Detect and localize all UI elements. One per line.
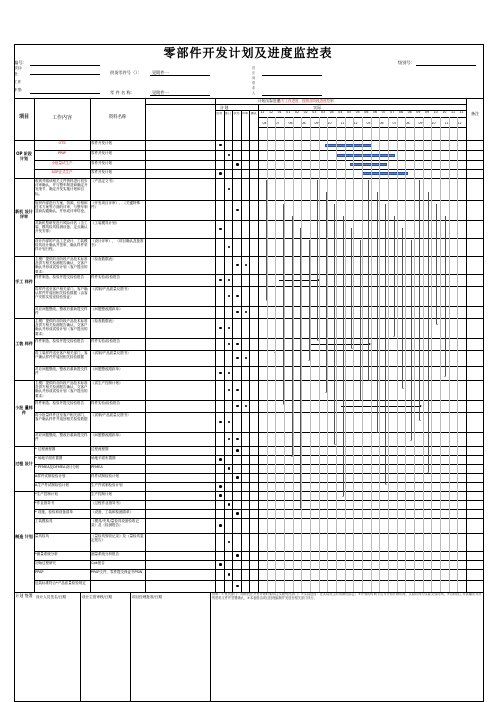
month-line bbox=[431, 117, 432, 592]
row-material: 《试制/产品质量反馈书》 bbox=[91, 413, 131, 417]
footer-signature: 设计主管审核/日期 bbox=[82, 595, 112, 599]
header-mid-value: 见附件一 bbox=[152, 90, 169, 95]
header-mid-value: 见附件一 bbox=[152, 70, 169, 75]
week-label: 06 bbox=[379, 122, 384, 125]
month-line bbox=[345, 117, 346, 592]
status-dot bbox=[219, 421, 222, 424]
actual-label: 实际 bbox=[313, 105, 322, 110]
month-line bbox=[423, 117, 424, 592]
month-line bbox=[301, 117, 302, 592]
month-line bbox=[388, 117, 389, 592]
row-work: 收到并阅读相关文件资料进行初步评审确认，并与整车制造商确定开发细节，确定开发实施计划和目标。 bbox=[35, 179, 88, 196]
row-material: 零件开发计划 bbox=[91, 141, 112, 145]
dependency-arrow bbox=[402, 228, 403, 388]
month-label: 11 bbox=[450, 111, 456, 114]
month-label: 06 bbox=[364, 111, 369, 114]
column-line bbox=[215, 98, 216, 592]
dependency-arrow bbox=[385, 204, 386, 484]
month-line bbox=[405, 117, 406, 592]
week-label: 12 bbox=[353, 122, 358, 125]
plan-bar bbox=[362, 172, 408, 175]
row-material: 测量系统分析报告 bbox=[91, 552, 119, 556]
remark-header: 备注 bbox=[471, 111, 479, 116]
plan-label: 计划 bbox=[220, 105, 229, 110]
row-work: 小批量试生产 bbox=[51, 161, 73, 165]
status-dot bbox=[219, 458, 222, 461]
header-line bbox=[262, 95, 322, 96]
form-no-label: 编号: bbox=[14, 60, 24, 65]
status-dot bbox=[219, 144, 222, 147]
header-mid-label: 零 件 名 称： bbox=[110, 90, 135, 95]
progress-header: 各方工作进度，按照各阶段进度控制 bbox=[277, 99, 334, 103]
row-material: 《开发项目评审》、《关键特殊件》 bbox=[91, 201, 140, 210]
row-work: *测量系统分析 bbox=[35, 552, 58, 556]
sub-column-line bbox=[224, 110, 225, 592]
stage-label: 制造 计划 bbox=[15, 533, 33, 539]
contact-char: 人 bbox=[252, 91, 256, 95]
plan-bar bbox=[325, 144, 373, 147]
row-material: 《问题整改跟踪单》 bbox=[91, 307, 123, 311]
status-dot bbox=[236, 476, 239, 479]
month-line bbox=[319, 117, 320, 592]
row-material: 《设计评审》、《项目确认及批准书》 bbox=[91, 239, 144, 248]
status-dot bbox=[219, 563, 222, 566]
header-line bbox=[30, 74, 100, 75]
row-material: 《模具/夹具/量检具设备验收记录》及《检测报告》 bbox=[91, 519, 139, 528]
month-line bbox=[275, 117, 276, 592]
row-work: PPAP bbox=[35, 570, 44, 574]
progress-sub: 计划/实际进度 bbox=[258, 99, 281, 103]
dependency-arrow bbox=[368, 180, 369, 380]
page-title: 零部件开发计划及进度监控表 bbox=[163, 46, 333, 60]
month-label: 08 bbox=[398, 111, 404, 114]
month-line bbox=[457, 117, 458, 592]
week-label: 08 bbox=[301, 122, 306, 125]
month-line bbox=[379, 117, 380, 592]
status-dot bbox=[219, 279, 222, 282]
contact-char: 应 bbox=[252, 71, 256, 75]
record-no-label: 级别号: bbox=[398, 60, 412, 65]
row-material: 零件开发计划 bbox=[91, 151, 112, 155]
gantt-line bbox=[258, 104, 259, 592]
week-label: 10 bbox=[431, 122, 436, 125]
header-label: 工作 bbox=[14, 80, 22, 84]
row-work: 工装模检具 bbox=[35, 519, 53, 523]
month-line bbox=[414, 117, 415, 592]
stage-label: OP 阶段 计划 bbox=[16, 151, 32, 161]
row-work: 对应问题整改，整改后重新提交样件 bbox=[35, 433, 88, 442]
dependency-arrow bbox=[436, 204, 437, 324]
column-line bbox=[145, 98, 146, 592]
row-work: * 设施、检验和设备清单 bbox=[35, 510, 73, 514]
month-label: 04 bbox=[329, 111, 334, 114]
row-material: PFMEA bbox=[91, 465, 103, 469]
row-work: 量具检具 bbox=[35, 534, 49, 538]
row-work: A样件试制检验计划 bbox=[35, 474, 66, 478]
row-material: 《问题整改跟踪单》 bbox=[91, 433, 123, 437]
month-label: 10 bbox=[442, 111, 447, 114]
row-material: 样件实验/检验报告 bbox=[91, 275, 121, 279]
footer-line bbox=[130, 592, 131, 701]
status-dot bbox=[228, 467, 231, 470]
status-dot bbox=[236, 554, 239, 557]
row-material: 《量检具验收记录》及《量检具鉴定报告》 bbox=[91, 534, 144, 543]
status-dot bbox=[236, 163, 239, 166]
remark-line bbox=[466, 98, 467, 592]
sub-col-header: 确认 bbox=[250, 112, 257, 115]
month-label: 12 bbox=[260, 111, 265, 114]
week-label: 10 bbox=[327, 122, 332, 125]
row-work: PPAP bbox=[57, 151, 67, 155]
row-work: 对应问题整改，整改后重新提交样件 bbox=[35, 367, 88, 376]
month-label: 06 bbox=[372, 111, 378, 114]
footer-note: 说明：①负责部门：用颜色在开发计划时要标注实施负责部门；②实际进度：在实际发生时用颜色标注；③计划的时间节点为计划开始时间，实际时间为实际完成时间，④各阶段工作需输出对应的资料文件并签署确认，⑤本表格由项目经理编制并发放至相关部门执行。 bbox=[212, 593, 482, 600]
month-label: 08 bbox=[407, 111, 412, 114]
row-work: 将小批量样件送至客户相关部门，客户确认样件并返回相关检验数据 bbox=[35, 413, 88, 422]
contact-char: 系 bbox=[252, 86, 256, 90]
row-work: OTS bbox=[58, 141, 66, 145]
row-material bbox=[91, 581, 144, 591]
sub-col-header: 状态 bbox=[233, 112, 240, 115]
week-label: 04 bbox=[262, 122, 267, 125]
work-header: 工作内容 bbox=[51, 115, 72, 121]
month-line bbox=[336, 117, 337, 592]
row-material: 《检查数据表》 bbox=[91, 319, 116, 323]
dependency-arrow bbox=[377, 192, 378, 432]
week-label: 06 bbox=[288, 122, 293, 125]
stage-label: 手工 样件 bbox=[15, 279, 33, 284]
dependency-arrow bbox=[428, 192, 429, 472]
sub-col-header: 评审 bbox=[242, 112, 249, 115]
dependency-arrow bbox=[411, 240, 412, 440]
month-label: 10 bbox=[433, 111, 438, 114]
header-label: 批 bbox=[14, 72, 18, 76]
column-line bbox=[90, 98, 91, 592]
week-label: 07 bbox=[392, 122, 397, 125]
status-dot bbox=[219, 228, 222, 231]
month-label: 07 bbox=[381, 111, 386, 114]
week-label: 12 bbox=[457, 122, 462, 125]
contact-char: 商 bbox=[252, 76, 256, 80]
status-dot bbox=[219, 524, 222, 527]
plan-bar bbox=[337, 154, 395, 157]
row-material: 样件实验/检验报告 bbox=[91, 401, 121, 405]
header-label: 车型: bbox=[14, 88, 23, 92]
row-material: PPAP文件，零件提交保证书PSW bbox=[91, 570, 143, 574]
month-line bbox=[327, 117, 328, 592]
month-label: 09 bbox=[416, 111, 421, 114]
week-label: 11 bbox=[340, 122, 345, 125]
month-label: 12 bbox=[268, 111, 274, 114]
row-material: Cpk报告 bbox=[91, 561, 105, 565]
month-line bbox=[397, 117, 398, 592]
month-line bbox=[310, 117, 311, 592]
row-material: 《试制/产品质量反馈书》 bbox=[91, 351, 131, 355]
footer-line bbox=[80, 592, 81, 701]
month-label: 03 bbox=[312, 111, 317, 114]
month-label: 11 bbox=[459, 111, 464, 114]
plan-bar bbox=[350, 163, 387, 166]
row-material: 场地平面布置图 bbox=[91, 456, 116, 460]
row-material: 《设备、工装和检测清单》 bbox=[91, 510, 133, 514]
row-material: 《问题整改跟踪单》 bbox=[91, 367, 123, 371]
header-line bbox=[262, 75, 322, 76]
month-label: 05 bbox=[346, 111, 352, 114]
month-label: 09 bbox=[424, 111, 430, 114]
stage-label: 新机 设计 评审 bbox=[15, 209, 33, 219]
row-work: 样件制造、检验并提交检验报告 bbox=[35, 339, 84, 343]
month-line bbox=[449, 117, 450, 592]
row-work: 主模厂提供的各阶段产品技术标准及供方相关检测报告确认，交客户确认并形成试验计划（客户提出的要求） bbox=[35, 257, 88, 273]
month-line bbox=[267, 117, 268, 592]
month-line bbox=[362, 117, 363, 592]
row-material: 生产控制计划 bbox=[91, 492, 112, 496]
week-label: 05 bbox=[366, 122, 371, 125]
dependency-arrow bbox=[334, 204, 335, 444]
header-line bbox=[150, 75, 210, 76]
week-label: 07 bbox=[275, 122, 280, 125]
status-dot bbox=[219, 494, 222, 497]
row-work: * 过程流程图 bbox=[35, 447, 56, 451]
row-work: 将样件送至客户相关部门，客户确认样件并返回相关检验数据（由客户安排实验室检验验证） bbox=[35, 287, 88, 300]
status-dot bbox=[236, 512, 239, 515]
header-label: 项目: bbox=[14, 66, 23, 70]
row-material: 样件试制检验计划 bbox=[91, 474, 119, 478]
dependency-arrow bbox=[445, 216, 446, 376]
row-material: 《产品定义书》 bbox=[91, 179, 116, 183]
sub-column-line bbox=[241, 110, 242, 592]
footer-label: 计划 签署 bbox=[15, 593, 33, 598]
status-dot bbox=[219, 172, 222, 175]
row-work: 样件制造、检验并提交检验报告 bbox=[35, 275, 84, 279]
status-dot bbox=[228, 573, 231, 576]
header-line bbox=[30, 93, 100, 94]
column-line bbox=[34, 98, 35, 592]
status-dot bbox=[219, 372, 222, 375]
row-material: 过程流程图 bbox=[91, 447, 109, 451]
month-line bbox=[293, 117, 294, 592]
week-label: 09 bbox=[418, 122, 423, 125]
item-header: 项目 bbox=[18, 114, 29, 120]
row-work: 包装标准符合*产品质量检验规定 bbox=[35, 581, 86, 585]
month-line bbox=[353, 117, 354, 592]
week-label: 11 bbox=[444, 122, 449, 125]
month-line bbox=[284, 117, 285, 592]
row-work: 对应问题整改，整改后重新提交样件 bbox=[35, 307, 88, 316]
month-label: 07 bbox=[390, 111, 395, 114]
row-work: 组织内部进行方案、资源、价格和技术方案等方面的评审，与整车制造商沟通确认，并形成评审结论。 bbox=[35, 201, 88, 214]
week-label: 08 bbox=[405, 122, 410, 125]
row-work: * PFMEA及DFMEA设计分析 bbox=[35, 465, 80, 469]
row-material: 《检查数据表》 bbox=[91, 257, 116, 261]
status-dot bbox=[228, 503, 231, 506]
week-label: 09 bbox=[314, 122, 319, 125]
contact-char: 供 bbox=[252, 66, 256, 70]
status-dot bbox=[219, 327, 222, 330]
row-material: 《试制/产品质量反馈书》 bbox=[91, 287, 131, 291]
month-label: 05 bbox=[355, 111, 360, 114]
row-material: 样件实验/检验报告 bbox=[91, 339, 121, 343]
dependency-arrow bbox=[351, 228, 352, 348]
row-work: *生产控制计划 bbox=[35, 492, 58, 496]
month-label: 01 bbox=[286, 111, 291, 114]
footer-signature: 设计人员签名/日期 bbox=[36, 595, 66, 599]
dependency-arrow bbox=[419, 180, 420, 420]
dependency-arrow bbox=[394, 216, 395, 336]
sub-col-header: 部门 bbox=[224, 112, 231, 115]
row-work: A生产件试制检验计划 bbox=[35, 483, 69, 487]
dependency-arrow bbox=[343, 216, 344, 496]
row-work: 主模厂提供的各阶段产品技术标准及供方相关检测报告确认，交客户确认并形成试验计划（客户提出的要求） bbox=[35, 381, 88, 398]
status-dot bbox=[236, 449, 239, 452]
month-line bbox=[371, 117, 372, 592]
footer-signature: 项目经理批准/日期 bbox=[132, 595, 162, 599]
dependency-arrow bbox=[360, 240, 361, 400]
footer-line bbox=[210, 592, 211, 701]
row-material: 《过程作业指导书》 bbox=[91, 501, 123, 505]
row-work: 主模厂提供的各阶段产品技术标准及供方相关检测报告确认，交客户确认并形成试验计划（客户提出的要求） bbox=[35, 319, 88, 336]
row-material: 零件开发计划 bbox=[91, 170, 112, 174]
sub-col-header: 负责 bbox=[216, 112, 223, 115]
header-line bbox=[145, 104, 466, 105]
row-work: 对新机型研发进行风险评估（含工装、模具检具检测设备、定点确认开发安排） bbox=[35, 221, 88, 234]
sub-column-line bbox=[249, 110, 250, 592]
row-work: 将工装样件送至客户相关部门，客户确认样件并返回相关检验数据 bbox=[35, 351, 88, 360]
row-material: 生产件试制检验计划 bbox=[91, 483, 123, 487]
month-label: 02 bbox=[303, 111, 308, 114]
row-material: 《工装模具计划》 bbox=[91, 221, 119, 225]
material-header: 资料名称 bbox=[108, 115, 127, 120]
month-label: 01 bbox=[277, 111, 282, 114]
row-work: 样件制造、检验并提交检验报告 bbox=[35, 401, 84, 405]
header-mid-label: 供货零件号（）： bbox=[110, 70, 142, 75]
month-line bbox=[440, 117, 441, 592]
contact-char: 联 bbox=[252, 81, 256, 85]
row-material: 《试生产控制计划》 bbox=[91, 381, 123, 385]
sub-column-line bbox=[232, 110, 233, 592]
month-label: 02 bbox=[294, 111, 300, 114]
row-material: 零件开发计划 bbox=[91, 161, 112, 165]
header-line bbox=[150, 95, 210, 96]
row-work: SOP正式生产 bbox=[51, 170, 73, 174]
row-work: *作业指导书 bbox=[35, 501, 55, 505]
row-work: * 场地平面布置图 bbox=[35, 456, 63, 460]
stage-label: 工装 样件 bbox=[15, 341, 33, 346]
row-work: 设计内部的产品工艺设计，工装模检具设计确认并签审，确认样件采样计划日程。 bbox=[35, 239, 88, 252]
month-label: 04 bbox=[338, 111, 343, 114]
row-work: 初始过程研究 bbox=[35, 561, 56, 565]
status-dot bbox=[219, 485, 222, 488]
stage-label: 过程 设计 bbox=[15, 460, 33, 466]
month-label: 03 bbox=[320, 111, 326, 114]
stage-label: 小批 量样 件 bbox=[15, 405, 33, 415]
